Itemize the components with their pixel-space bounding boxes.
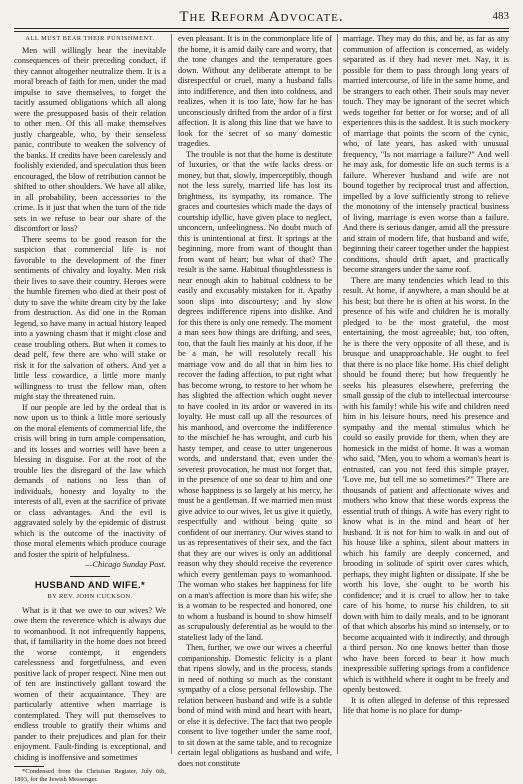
paragraph: What is it that we owe to our wives? We owe them the reverence which is always due to womanhood. It not infrequently happens, that, if familiarity in the home does not breed the worse contempt, it engenders carelessness and forgetfulness, and even positive lack of proper respect. Nine men out of ten are instinctively gallant toward the women of their acquaintance. They are particularly attentive when marriage is contemplated. They will put themselves to endless trouble to gratify their whims and pander to their prejudices and plan for their enjoyment. Fault-finding is exceptional, and chiding is inoffensive and sometimes [14,605,166,762]
footnote: *Condensed from the Christian Register, July 6th, 1893, for the Jewish Messenger. [14,768,166,783]
section-divider [70,576,110,577]
masthead-title: The Reform Advocate. [179,9,344,25]
paragraph: marriage. They may do this, and be, as far as any communion of affection is concerned, as widely separated as if they had never met. Nay, it is possible for them to pass through long years of married intercourse, of life in the same home, and be strangers to each other. Their souls may never touch. They may be ignorant of the secret which weds together for better or for worse; and of all experiences this is the saddest. It is such mockery of marriage that points the scorn of the cynic, who, of late years, has asked with unusual frequency, "Is not marriage a failure?" And well he may ask, for domestic life on such terms is a failure. Wherever husband and wife are not bound together by reciprocal trust and affection, impelled by a love sufficiently strong to relieve the monotony of the intensely practical business of living, marriage is even worse than a failure. And there is serious danger, amid all the pressure and strain of modern life, that husband and wife, beginning their career together under the happiest conditions, should drift apart, and practically become strangers under the same roof. [343,34,509,274]
paragraph: It is often alleged in defense of this repressed life that home is no place for dump- [343,695,509,715]
paragraph: There seems to be good reason for the suspicion that commercial life is not favorable to the development of the finer sentiments of chivalry and loyalty. Men risk their lives to save their country. Heroes were the humble firemen who died at their post of duty to save the white dream city by the lake from destruction. As did one in the Roman legend, so have many in actual history leaped into a yawning chasm that it might close and cease troubling others. But when it comes to dead pelf, few there are who will stake or risk it for the salvation of others. And yet a little less cowardice, a little more manly willingness to trust the fellow man, often might stay the threatened ruin. [14,234,166,401]
paragraph: Then, further, we owe our wives a cheerful companionship. Domestic felicity is a plant that ripens slowly, and in the process, stands in need of nothing so much as the constant sympathy of a close personal fellowship. The relation between husband and wife is a subtle bond of mind with mind and heart with heart, or else it is defective. The fact that two people consent to live together under the same roof, to sit down at the same table, and to recognize certain legal obligations as husband and wife, does not constitute [178,643,332,768]
footnote-rule [14,766,44,767]
paragraph: even pleasant. It is in the commonplace life of the home, it is amid daily care and worry, that the tone changes and the temperature goes down. Without any deliberate attempt to be disrespectful or cruel, many a husband falls into indifference, and then into coldness, and realizes, when it is too late, how far he has unconsciously drifted from the ardor of a first affection. It is along this line that we have to look for the secret of so many domestic tragedies. [178,34,332,148]
paragraph: There are many tendencies which lead to this result. At home, if anywhere, a man should be at his best; but there he is often at his worst. In the presence of his wife and children he is morally pledged to be the most grateful, the most entertaining, the most agreeable; but, too often, he is there the very opposite of all these, and is brusque and unapproachable. He ought to feel that there is no place like home. His chief delight should be found there; but how frequently he seeks his pleasures elsewhere, preferring the small gossip of the club to intellectual intercourse with his family! while his wife and children need him in his leisure hours, need his presence and sympathy and the mental stimulus which he could so easily provide for them, when they are homesick in the midst of home. It was a woman who said, "Men, you to whom a woman's heart is entrusted, can you not feed this simple prayer, 'Love me, but tell me so sometimes?'" There are thousands of patient and affectionate wives and mothers who know that these words express the essential truth of things. A wife has every right to know what is in the mind and heart of her husband. It is not for him to walk in and out of his house like a sphinx, silent about matters in which his family are deeply concerned, and brooding in solitude of spirit over cares which, perhaps, they might lighten or dissipate. If she be worth his love, she ought to be worth his confidence; and it is cruel to allow her to take care of his home, to nurse his children, to sit down with him to daily meals, and to be ignorant of that which absorbs his mind so intensely, or to become acquainted with it indirectly, and through a third person. No one knows better than those who have been forced to bear it how much inexpressible suffering springs from a confidence which is withheld where it ought to be freely and openly bestowed. [343,275,509,694]
column-3 [343,34,509,756]
header-rule-double [14,31,509,32]
paragraph: Men will willingly bear the inevitable consequences of their preceding conduct, if they cannot altogether neutralize them. It is a moral breach of faith for men, under the mad impulse to save themselves, to forget the tacitly assumed obligations which all along were the presupposed basis of their relation to other men. Of this all make themselves justly chargeable, who, by their senseless panic, contribute to weaken the solvency of the banks. If credits have been carelessly and foolishly extended, and speculation thus been encouraged, the blow of retribution cannot be shifted to other shoulders. We have all alike, in all probability, been accessories to the crime. Is it just that when the turn of the tide sets in we refuse to bear our share of the discomfort or loss? [14,45,166,233]
column-divider [337,34,338,754]
column-divider [171,34,172,754]
column-1 [14,34,166,783]
page-number: 483 [492,10,509,22]
article-title: HUSBAND AND WIFE.* [34,579,146,591]
paragraph: If our people are led by the ordeal that is now upon us to think a little more seriously on the moral elements of commercial life, the crisis will bring in turn ample compensation, and its losses and worries will have been a blessing in disguise. For at the root of the trouble lies the disregard of the law which demands of nations no less than of individuals, honesty and loyalty to the interests of all, even at the sacrifice of private or class advantages. And the evil is aggravated solely by the epidemic of distrust which is the outcome of the inactivity of those moral elements which produce courage and foster the spirit of helpfulness. [14,402,166,559]
article-byline: BY REV. JOHN CUCKSON. [47,593,133,600]
page-header [0,0,523,28]
paragraph: The trouble is not that the home is destitute of luxuries, or that the wife lacks dress or money, but that, slowly, imperceptibly, though not the less surely, married life has lost its brightness, its sympathy, its romance. The graces and courtesies which made the days of courtship idyllic, have given place to neglect, unconcern, unfeelingness. No doubt much of this is unintentional at first. It springs at the beginning, more from want of thought than from want of heart; but what of that? The result is the same. Habitual thoughtlessness is near enough akin to habitual coldness to be easily and excusably mistaken for it. Apathy soon slips into discourtesy; and by slow degrees indifference ripens into dislike. And for this there is only one remedy. The moment a man sees how things are drifting, and sees, too, that the fault lies mainly at his door, if he be a man, he will resolutely recall his marriage vow and do all that in him lies to recover the fading affection, to put right what has become wrong, to restore to her whom he has slighted the affection which ought never to have cooled in its ardor or wavered in its loyalty. He must call up all the resources of his manhood, and overcome the indifference to the mischief he has wrought, and curb his hasty temper, and cease to utter ungenerous words, and understand that, even under the severest provocation, he must not forget that, in the presence of one so dear to him and one whose happiness is so largely at his mercy, he must be a gentleman. If we married men must give advice to our wives, let us give it quietly, respectfully and without being quite so confident of our inerrancy. Our wives stand to us as representatives of their sex, and the fact that they are our wives is only an additional reason why they should receive the reverence which every gentleman pays to womanhood. The woman who stakes her happiness for life on a man's affection is more than his wife; she is a woman to be respected and honored, one to whom a husband is bound to show himself as scrupulously deferential as he would to the stateliest lady of the land. [178,149,332,642]
column-2 [178,34,332,768]
running-head: ALL MUST BEAR THEIR PUNISHMENT. [25,35,155,42]
source-credit: —Chicago Sunday Post. [85,560,166,569]
header-rule [14,28,509,29]
